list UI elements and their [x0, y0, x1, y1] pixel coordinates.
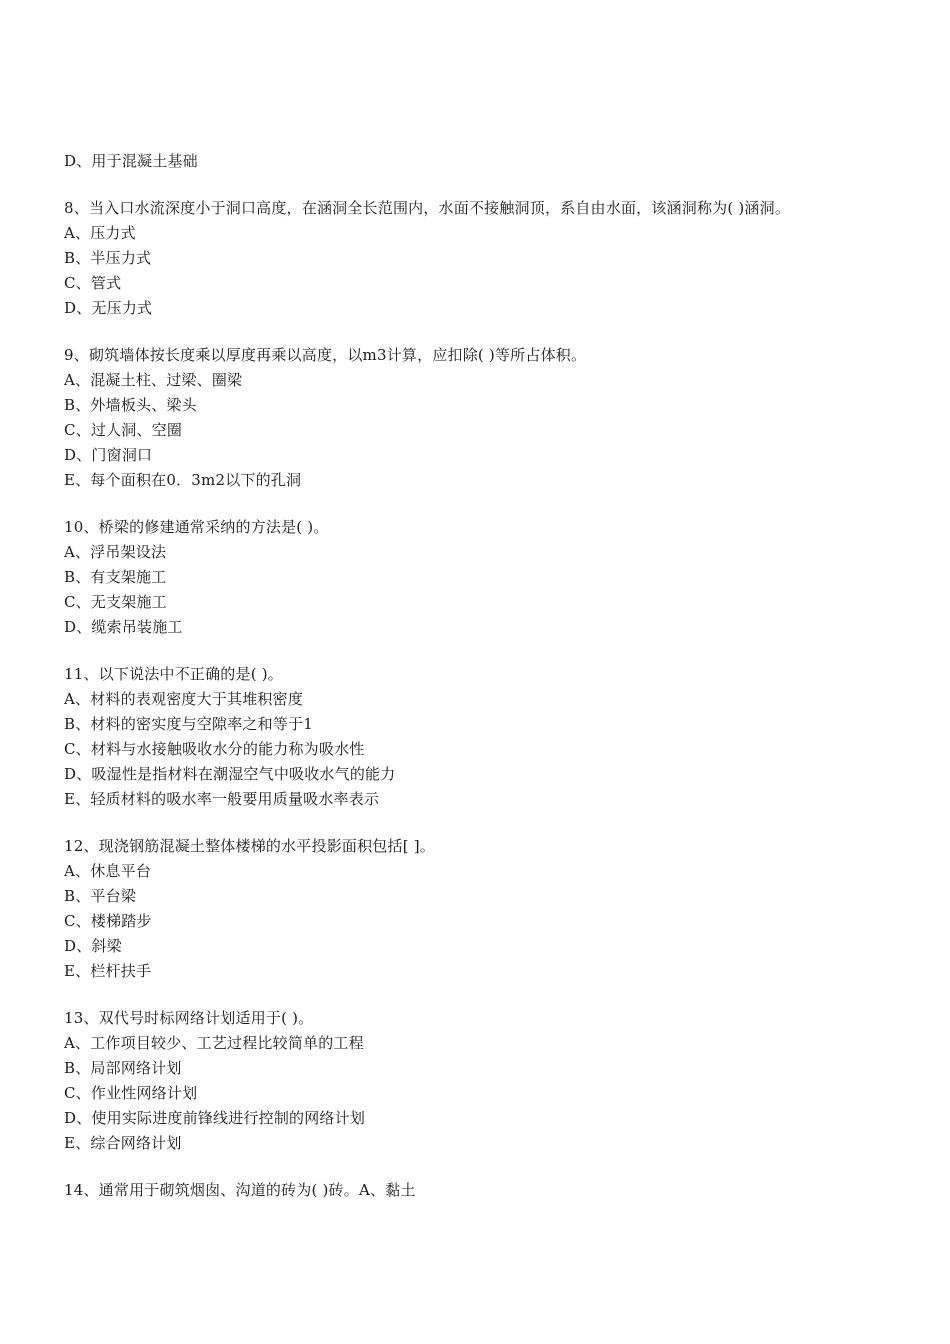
q11-option-a: A、材料的表观密度大于其堆积密度 — [64, 690, 304, 708]
q11-option-b: B、材料的密实度与空隙率之和等于1 — [64, 715, 313, 733]
q9-option-a: A、混凝土柱、过梁、圈梁 — [64, 371, 243, 389]
q13-option-a: A、工作项目较少、工艺过程比较简单的工程 — [64, 1034, 364, 1052]
q10-option-a: A、浮吊架设法 — [64, 543, 167, 561]
q8-question: 8、当入口水流深度小于洞口高度，在涵洞全长范围内，水面不接触洞顶，系自由水面，该涵洞称为( )涵洞。 — [64, 199, 791, 217]
q12-question: 12、现浇钢筋混凝土整体楼梯的水平投影面积包括[ ]。 — [64, 837, 435, 855]
q8-option-b: B、半压力式 — [64, 249, 152, 267]
q8-option-c: C、管式 — [64, 274, 122, 292]
q13-option-b: B、局部网络计划 — [64, 1059, 182, 1077]
q12-option-d: D、斜梁 — [64, 937, 122, 955]
q11-option-c: C、材料与水接触吸收水分的能力称为吸水性 — [64, 740, 365, 758]
q13-option-d: D、使用实际进度前锋线进行控制的网络计划 — [64, 1109, 366, 1127]
q12-option-e: E、栏杆扶手 — [64, 962, 152, 980]
q10-option-c: C、无支架施工 — [64, 593, 167, 611]
q9-option-b: B、外墙板头、梁头 — [64, 396, 197, 414]
q11-option-e: E、轻质材料的吸水率一般要用质量吸水率表示 — [64, 790, 380, 808]
q9-option-d: D、门窗洞口 — [64, 446, 153, 464]
q13-option-c: C、作业性网络计划 — [64, 1084, 198, 1102]
q9-option-c: C、过人洞、空圈 — [64, 421, 183, 439]
q9-option-e: E、每个面积在0．3m2以下的孔洞 — [64, 471, 302, 489]
q11-question: 11、以下说法中不正确的是( )。 — [64, 665, 283, 683]
q8-option-d: D、无压力式 — [64, 299, 153, 317]
q12-option-b: B、平台梁 — [64, 887, 137, 905]
q12-option-a: A、休息平台 — [64, 862, 152, 880]
q8-option-a: A、压力式 — [64, 224, 136, 242]
q7-option-d: D、用于混凝土基础 — [64, 152, 198, 170]
q11-option-d: D、吸湿性是指材料在潮湿空气中吸收水气的能力 — [64, 765, 396, 783]
q9-question: 9、砌筑墙体按长度乘以厚度再乘以高度，以m3计算，应扣除( )等所占体积。 — [64, 346, 587, 364]
q10-option-d: D、缆索吊装施工 — [64, 618, 183, 636]
q13-question: 13、双代号时标网络计划适用于( )。 — [64, 1009, 314, 1027]
q10-question: 10、桥梁的修建通常采纳的方法是( )。 — [64, 518, 329, 536]
q10-option-b: B、有支架施工 — [64, 568, 167, 586]
q13-option-e: E、综合网络计划 — [64, 1134, 182, 1152]
q14-question: 14、通常用于砌筑烟囱、沟道的砖为( )砖。A、黏土 — [64, 1181, 416, 1199]
q12-option-c: C、楼梯踏步 — [64, 912, 152, 930]
